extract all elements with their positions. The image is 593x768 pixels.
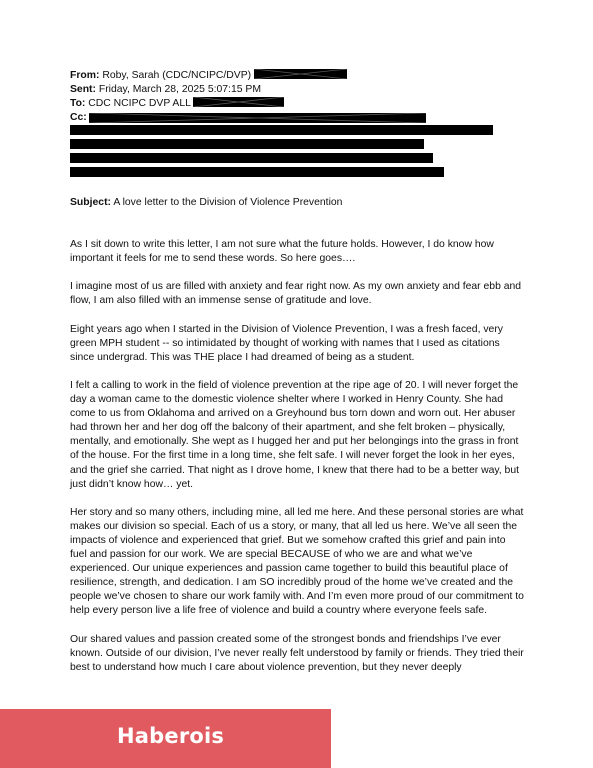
body-paragraph: I felt a calling to work in the field of violence prevention at the ripe age of 20. I will never forget the day a woman came to the domestic violence shelter where I worked in Henry County. She had come to us from Oklahoma and arrived on a Greyhound bus torn down and worn out. Her abuser had thrown her and her dog off the balcony of their apartment, and she felt broken – physically, mentally, and emotionally. She wept as I hugged her and put her belongings into the grass in front of the house. For the first time in a long time, she felt safe. I will never forget the look in her eyes, and the grief she carried. That night as I drove home, I knew that there had to be a better way, but just didn’t know how… yet. [70, 379, 519, 490]
body-paragraph: Eight years ago when I started in the Division of Violence Prevention, I was a fresh faced, very green MPH student -- so intimidated by thought of working with names that I used as citations since undergrad. This was THE place I had dreamed of being as a student. [70, 323, 503, 363]
from-line [70, 69, 530, 83]
redaction-cross-icon [193, 97, 284, 107]
to-label: To: [70, 98, 86, 109]
sent-line [70, 83, 530, 97]
redaction-cross-icon [254, 69, 347, 79]
sent-label: Sent: [70, 84, 96, 95]
cc-line [70, 111, 530, 125]
redaction-box [89, 113, 426, 123]
to-line [70, 97, 530, 111]
to-value: CDC NCIPC DVP ALL [88, 98, 191, 109]
body-paragraph: Our shared values and passion created some of the strongest bonds and friendships I’ve ever known. Outside of our division, I’ve never really felt understood by family or friends. They tried their best to understand how much I care about violence prevention, but they never deeply [70, 633, 524, 673]
letter-body [70, 238, 525, 689]
redaction-box [70, 153, 433, 163]
redaction-box [70, 167, 444, 177]
body-paragraph: As I sit down to write this letter, I am not sure what the future holds. However, I do know how important it feels for me to send these words. So here goes…. [70, 239, 494, 265]
from-value: Roby, Sarah (CDC/NCIPC/DVP) [102, 70, 252, 81]
cc-redaction-group [70, 125, 530, 177]
redaction-box [70, 125, 493, 135]
brand-banner [0, 709, 331, 768]
redaction-cross-icon [89, 113, 426, 123]
sent-value: Friday, March 28, 2025 5:07:15 PM [98, 84, 261, 95]
redaction-box [193, 97, 284, 107]
redaction-box [70, 139, 424, 149]
email-header [70, 69, 530, 181]
subject-value: A love letter to the Division of Violence Prevention [113, 197, 343, 208]
body-paragraph: Her story and so many others, including mine, all led me here. And these personal stories are what makes our division so special. Each of us a story, or many, that all led us here. We’ve all seen the impacts of violence and experienced that grief. But we somehow crafted this grief and pain into fuel and passion for our work. We are special BECAUSE of who we are and what we’ve experienced. Our unique experiences and passion came together to build this beautiful place of resilience, strength, and dedication. I am SO incredibly proud of the home we’ve created and the people we’ve chosen to share our work family with. And I’m even more proud of our commitment to help every person live a life free of violence and build a country where everyone feels safe. [70, 506, 524, 617]
subject-line [70, 196, 342, 210]
cc-label: Cc: [70, 112, 87, 123]
brand-logo-text: Haberois [117, 724, 225, 748]
from-label: From: [70, 70, 100, 81]
redaction-box [254, 69, 347, 79]
subject-label: Subject: [70, 197, 111, 208]
body-paragraph: I imagine most of us are filled with anxiety and fear right now. As my own anxiety and fear ebb and flow, I am also filled with an immense sense of gratitude and love. [70, 281, 522, 307]
